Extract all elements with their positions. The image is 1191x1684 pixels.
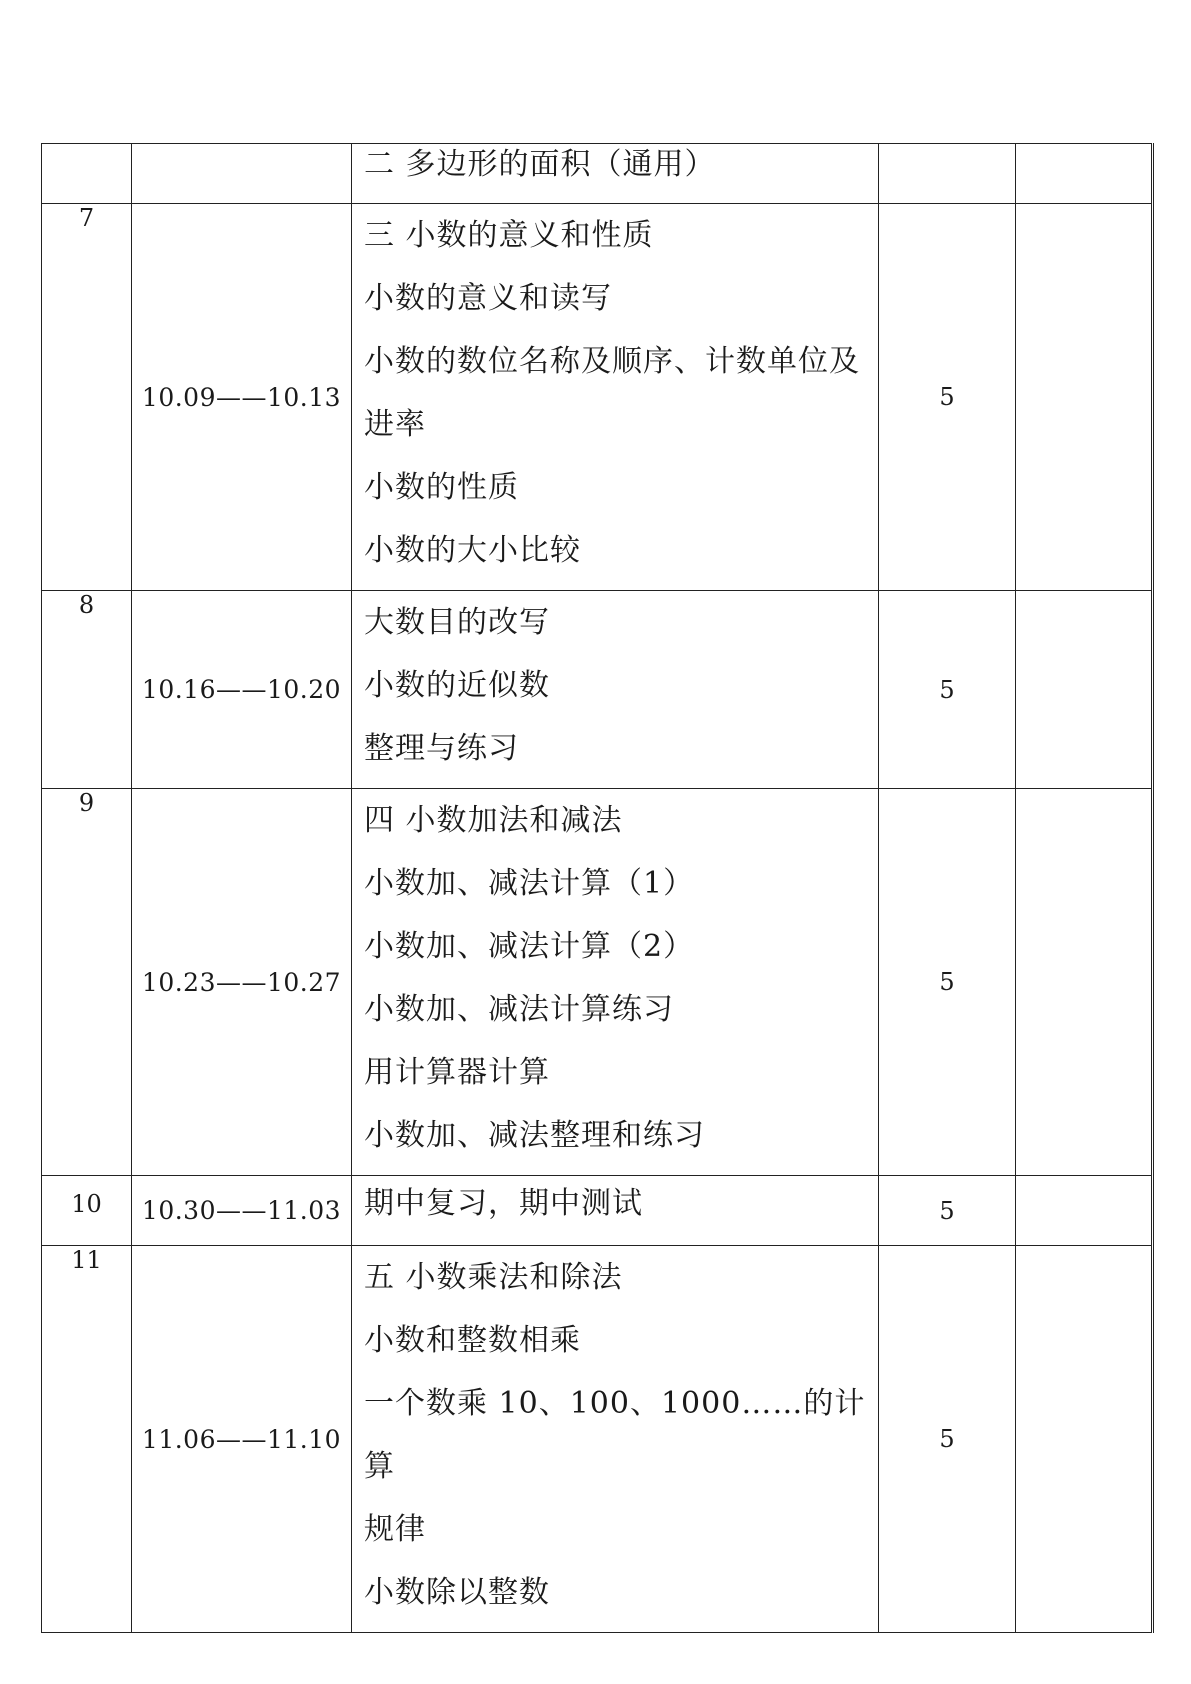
hours-cell: 5 xyxy=(879,591,1016,789)
date-range: 10.23——10.27 xyxy=(141,967,342,997)
week-cell xyxy=(42,144,132,204)
topic-item: 规律 xyxy=(364,1512,426,1547)
date-cell xyxy=(132,789,352,1176)
topic-item: 三 小数的意义和性质 xyxy=(364,218,654,253)
date-range: 11.06——11.10 xyxy=(141,1424,342,1454)
topic-item: 小数的数位名称及顺序、计数单位及 xyxy=(364,344,860,379)
topic-item: 小数的近似数 xyxy=(364,668,550,703)
hours-cell: 5 xyxy=(879,1246,1016,1633)
date-range: 10.09——10.13 xyxy=(141,382,342,412)
topic-item: 四 小数加法和减法 xyxy=(364,803,623,838)
topic-item: 小数加、减法计算练习 xyxy=(364,992,674,1027)
topic-item: 用计算器计算 xyxy=(364,1055,550,1090)
teaching-schedule-table xyxy=(41,143,1154,1633)
table-row xyxy=(42,1176,1153,1246)
remark-cell xyxy=(1016,591,1153,789)
week-number: 8 xyxy=(78,591,95,619)
table-row xyxy=(42,1246,1153,1633)
hours-cell xyxy=(879,144,1016,204)
date-cell xyxy=(132,144,352,204)
hours-cell: 5 xyxy=(879,1176,1016,1246)
topic-item: 小数加、减法计算（2） xyxy=(364,929,695,964)
topics-cell xyxy=(352,1176,879,1246)
topic-item: 二 多边形的面积（通用） xyxy=(364,147,716,182)
remark-cell xyxy=(1016,1246,1153,1633)
topic-item: 小数和整数相乘 xyxy=(364,1323,581,1358)
week-number: 7 xyxy=(78,204,95,232)
topics-cell xyxy=(352,591,879,789)
hours-cell: 5 xyxy=(879,789,1016,1176)
week-cell xyxy=(42,591,132,789)
remark-cell xyxy=(1016,1176,1153,1246)
date-range: 10.16——10.20 xyxy=(141,675,342,704)
topic-item: 小数除以整数 xyxy=(364,1575,550,1610)
remark-cell xyxy=(1016,204,1153,591)
date-cell xyxy=(132,204,352,591)
week-number: 10 xyxy=(71,1190,102,1218)
topic-item: 小数的性质 xyxy=(364,470,519,505)
date-cell xyxy=(132,1176,352,1246)
table-row xyxy=(42,789,1153,1176)
topic-item: 小数的意义和读写 xyxy=(364,281,612,316)
topic-item: 期中复习，期中测试 xyxy=(364,1186,643,1221)
date-cell xyxy=(132,1246,352,1633)
week-number: 9 xyxy=(78,789,95,817)
topic-item: 小数加、减法整理和练习 xyxy=(364,1118,705,1153)
topics-cell xyxy=(352,144,879,204)
topics-cell xyxy=(352,204,879,591)
topic-item: 五 小数乘法和除法 xyxy=(364,1260,623,1295)
week-cell xyxy=(42,1176,132,1246)
week-number: 11 xyxy=(71,1246,102,1274)
topic-item: 大数目的改写 xyxy=(364,605,550,640)
week-cell xyxy=(42,204,132,591)
remark-cell xyxy=(1016,144,1153,204)
topic-item: 整理与练习 xyxy=(364,731,519,766)
topic-item: 小数的大小比较 xyxy=(364,533,581,568)
date-range: 10.30——11.03 xyxy=(141,1196,342,1225)
topic-item: 进率 xyxy=(364,407,426,442)
table-row xyxy=(42,204,1153,591)
week-cell xyxy=(42,789,132,1176)
hours-cell: 5 xyxy=(879,204,1016,591)
topic-item: 一个数乘 10、100、1000……的计算 xyxy=(364,1386,866,1484)
table-row xyxy=(42,144,1153,204)
topics-cell xyxy=(352,789,879,1176)
table-row xyxy=(42,591,1153,789)
remark-cell xyxy=(1016,789,1153,1176)
topic-item: 小数加、减法计算（1） xyxy=(364,866,695,901)
date-cell xyxy=(132,591,352,789)
topics-cell xyxy=(352,1246,879,1633)
week-cell xyxy=(42,1246,132,1633)
